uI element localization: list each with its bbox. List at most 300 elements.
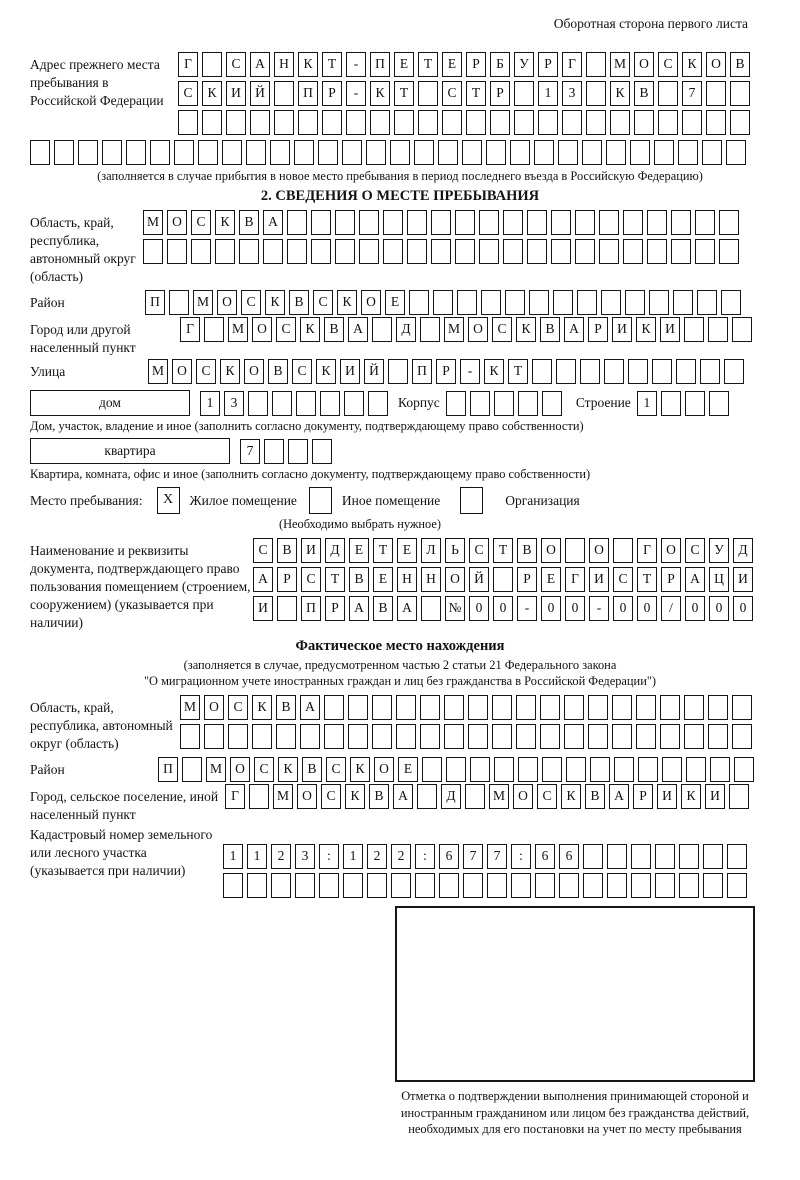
char-box: С bbox=[442, 81, 462, 106]
char-box bbox=[415, 873, 435, 898]
char-box: М bbox=[193, 290, 213, 315]
char-box bbox=[727, 844, 747, 869]
char-box bbox=[298, 110, 318, 135]
char-box: В bbox=[289, 290, 309, 315]
char-box bbox=[631, 873, 651, 898]
char-box bbox=[54, 140, 74, 165]
char-box: 1 bbox=[223, 844, 243, 869]
char-box: А bbox=[564, 317, 584, 342]
char-box bbox=[180, 724, 200, 749]
char-box bbox=[529, 290, 549, 315]
fact-oblast-label: Область, край, республика, автономный округ (область) bbox=[30, 700, 173, 751]
char-box bbox=[228, 724, 248, 749]
char-box bbox=[493, 567, 513, 592]
s2-ulitsa-row bbox=[30, 359, 770, 384]
char-box bbox=[556, 359, 576, 384]
confirmation-stamp-note: Отметка о подтверждении выполнения принимающей стороной и иностранным гражданином или лицом без гражданства действий, необходимых для его постановки на учет по месту пребывания bbox=[400, 1089, 750, 1136]
char-box: - bbox=[346, 81, 366, 106]
char-box bbox=[320, 391, 340, 416]
char-box bbox=[463, 873, 483, 898]
char-box: Н bbox=[421, 567, 441, 592]
char-box: О bbox=[167, 210, 187, 235]
char-box: Т bbox=[508, 359, 528, 384]
char-box bbox=[239, 239, 259, 264]
char-box bbox=[660, 695, 680, 720]
char-box bbox=[372, 724, 392, 749]
char-box bbox=[202, 52, 222, 77]
char-box: Р bbox=[466, 52, 486, 77]
char-box bbox=[407, 210, 427, 235]
char-box: / bbox=[661, 596, 681, 621]
char-box bbox=[727, 873, 747, 898]
char-box bbox=[676, 359, 696, 384]
char-box bbox=[383, 239, 403, 264]
char-box bbox=[638, 757, 658, 782]
char-box: А bbox=[253, 567, 273, 592]
prev-address-label: Адрес прежнего места пребывания в Российской Федерации bbox=[30, 57, 164, 108]
char-box bbox=[150, 140, 170, 165]
char-box: С bbox=[178, 81, 198, 106]
s2-oblast-box-rows bbox=[143, 210, 739, 264]
char-box: К bbox=[300, 317, 320, 342]
char-box bbox=[540, 695, 560, 720]
char-box bbox=[724, 359, 744, 384]
char-box: А bbox=[393, 784, 413, 809]
char-box: С bbox=[326, 757, 346, 782]
confirmation-stamp-box bbox=[395, 906, 755, 1082]
char-box bbox=[590, 757, 610, 782]
doc-label: Наименование и реквизиты документа, подтверждающего право пользования помещением (строением, сооружением) (указывается при наличии) bbox=[30, 543, 251, 630]
char-box: С bbox=[228, 695, 248, 720]
s2-dom-row bbox=[30, 390, 770, 416]
char-box: И bbox=[589, 567, 609, 592]
char-box: 0 bbox=[613, 596, 633, 621]
char-box: О bbox=[706, 52, 726, 77]
char-box bbox=[588, 695, 608, 720]
char-box bbox=[287, 210, 307, 235]
char-box: Е bbox=[394, 52, 414, 77]
option-inoe-label: Иное помещение bbox=[341, 492, 441, 508]
char-box: С bbox=[321, 784, 341, 809]
char-box bbox=[588, 724, 608, 749]
char-box bbox=[586, 52, 606, 77]
char-box: К bbox=[345, 784, 365, 809]
kvartira-number-boxes bbox=[240, 439, 332, 464]
char-box bbox=[366, 140, 386, 165]
char-box bbox=[143, 239, 163, 264]
char-box: : bbox=[415, 844, 435, 869]
char-box: Т bbox=[373, 538, 393, 563]
char-box: 1 bbox=[538, 81, 558, 106]
s2-oblast-line-2 bbox=[143, 239, 739, 264]
char-box bbox=[671, 239, 691, 264]
korpus-boxes bbox=[446, 391, 562, 416]
char-box: К bbox=[636, 317, 656, 342]
char-box bbox=[673, 290, 693, 315]
fact-raion-label: Район bbox=[30, 762, 65, 777]
char-box bbox=[272, 391, 292, 416]
fact-oblast-line-2 bbox=[180, 724, 752, 749]
char-box bbox=[204, 317, 224, 342]
char-box bbox=[457, 290, 477, 315]
char-box bbox=[442, 110, 462, 135]
char-box bbox=[204, 724, 224, 749]
char-box: В bbox=[369, 784, 389, 809]
char-box bbox=[296, 391, 316, 416]
char-box: Е bbox=[385, 290, 405, 315]
char-box bbox=[418, 81, 438, 106]
char-box bbox=[468, 724, 488, 749]
char-box: 7 bbox=[463, 844, 483, 869]
char-box bbox=[446, 391, 466, 416]
char-box: С bbox=[492, 317, 512, 342]
char-box: Р bbox=[322, 81, 342, 106]
char-box: К bbox=[278, 757, 298, 782]
char-box: С bbox=[196, 359, 216, 384]
char-box bbox=[678, 140, 698, 165]
char-box: К bbox=[215, 210, 235, 235]
char-box bbox=[295, 873, 315, 898]
char-box: С bbox=[301, 567, 321, 592]
char-box bbox=[343, 873, 363, 898]
char-box bbox=[264, 439, 284, 464]
char-box: - bbox=[589, 596, 609, 621]
char-box: Г bbox=[180, 317, 200, 342]
char-box bbox=[167, 239, 187, 264]
char-box bbox=[719, 239, 739, 264]
char-box: О bbox=[297, 784, 317, 809]
stay-choose-note: (Необходимо выбрать нужное) bbox=[278, 517, 442, 531]
char-box: И bbox=[705, 784, 725, 809]
char-box: Е bbox=[541, 567, 561, 592]
prev-address-box-rows bbox=[178, 52, 750, 135]
char-box: М bbox=[444, 317, 464, 342]
char-box bbox=[444, 724, 464, 749]
char-box bbox=[468, 695, 488, 720]
char-box bbox=[730, 81, 750, 106]
char-box: О bbox=[445, 567, 465, 592]
doc-row bbox=[30, 538, 770, 632]
char-box: 1 bbox=[200, 391, 220, 416]
char-box bbox=[455, 210, 475, 235]
char-box: О bbox=[252, 317, 272, 342]
char-box: С bbox=[613, 567, 633, 592]
char-box bbox=[312, 439, 332, 464]
char-box bbox=[344, 391, 364, 416]
s2-kvartira-row bbox=[30, 438, 770, 464]
char-box: П bbox=[158, 757, 178, 782]
char-box: А bbox=[250, 52, 270, 77]
char-box: 2 bbox=[271, 844, 291, 869]
char-box bbox=[703, 844, 723, 869]
s2-raion-label: Район bbox=[30, 295, 65, 310]
char-box bbox=[660, 724, 680, 749]
char-box bbox=[311, 239, 331, 264]
char-box bbox=[444, 695, 464, 720]
char-box: П bbox=[301, 596, 321, 621]
char-box bbox=[346, 110, 366, 135]
char-box bbox=[372, 695, 392, 720]
fact-oblast-row bbox=[30, 695, 770, 753]
char-box: А bbox=[609, 784, 629, 809]
char-box: Р bbox=[517, 567, 537, 592]
char-box bbox=[706, 110, 726, 135]
char-box bbox=[182, 757, 202, 782]
char-box: Н bbox=[397, 567, 417, 592]
char-box: С bbox=[191, 210, 211, 235]
stroenie-label: Строение bbox=[575, 395, 631, 410]
char-box: П bbox=[370, 52, 390, 77]
char-box: В bbox=[276, 695, 296, 720]
char-box bbox=[486, 140, 506, 165]
char-box bbox=[534, 140, 554, 165]
char-box bbox=[631, 844, 651, 869]
char-box bbox=[655, 844, 675, 869]
char-box bbox=[654, 140, 674, 165]
char-box: Й bbox=[250, 81, 270, 106]
char-box bbox=[487, 873, 507, 898]
fact-oblast-box-rows bbox=[180, 695, 752, 749]
section2-title: 2. СВЕДЕНИЯ О МЕСТЕ ПРЕБЫВАНИЯ bbox=[260, 188, 540, 204]
char-box bbox=[684, 695, 704, 720]
char-box: В bbox=[324, 317, 344, 342]
char-box: К bbox=[561, 784, 581, 809]
char-box: 6 bbox=[535, 844, 555, 869]
char-box bbox=[370, 110, 390, 135]
char-box: О bbox=[230, 757, 250, 782]
char-box bbox=[636, 724, 656, 749]
char-box bbox=[431, 210, 451, 235]
char-box: Е bbox=[398, 757, 418, 782]
char-box: 0 bbox=[541, 596, 561, 621]
char-box bbox=[222, 140, 242, 165]
char-box: Г bbox=[225, 784, 245, 809]
char-box bbox=[527, 239, 547, 264]
char-box: 7 bbox=[487, 844, 507, 869]
char-box bbox=[78, 140, 98, 165]
char-box bbox=[553, 290, 573, 315]
char-box bbox=[607, 873, 627, 898]
char-box bbox=[511, 873, 531, 898]
char-box bbox=[492, 695, 512, 720]
char-box: И bbox=[253, 596, 273, 621]
char-box bbox=[535, 873, 555, 898]
char-box bbox=[394, 110, 414, 135]
char-box: Г bbox=[178, 52, 198, 77]
char-box: М bbox=[148, 359, 168, 384]
char-box bbox=[628, 359, 648, 384]
char-box: О bbox=[361, 290, 381, 315]
char-box: В bbox=[268, 359, 288, 384]
char-box bbox=[582, 140, 602, 165]
char-box bbox=[709, 391, 729, 416]
char-box bbox=[359, 239, 379, 264]
char-box: Ц bbox=[709, 567, 729, 592]
fact-raion-row bbox=[30, 757, 770, 782]
char-box bbox=[294, 140, 314, 165]
char-box bbox=[503, 239, 523, 264]
char-box bbox=[318, 140, 338, 165]
char-box bbox=[652, 359, 672, 384]
char-box: : bbox=[319, 844, 339, 869]
char-box bbox=[215, 239, 235, 264]
doc-line-3 bbox=[253, 596, 753, 621]
char-box: 7 bbox=[682, 81, 702, 106]
char-box: О bbox=[244, 359, 264, 384]
fact-gorod-label: Город, сельское поселение, иной населенный пункт bbox=[30, 789, 219, 822]
char-box bbox=[494, 757, 514, 782]
char-box bbox=[319, 873, 339, 898]
char-box: В bbox=[585, 784, 605, 809]
s2-raion-row bbox=[30, 290, 770, 315]
char-box bbox=[703, 873, 723, 898]
char-box bbox=[679, 844, 699, 869]
stay-type-label: Место пребывания: bbox=[30, 492, 143, 508]
char-box bbox=[613, 538, 633, 563]
char-box: - bbox=[517, 596, 537, 621]
char-box bbox=[396, 724, 416, 749]
char-box: В bbox=[239, 210, 259, 235]
char-box bbox=[367, 873, 387, 898]
char-box: 1 bbox=[247, 844, 267, 869]
char-box bbox=[470, 391, 490, 416]
char-box bbox=[732, 695, 752, 720]
char-box: 3 bbox=[224, 391, 244, 416]
char-box bbox=[414, 140, 434, 165]
char-box: О bbox=[374, 757, 394, 782]
doc-line-2 bbox=[253, 567, 753, 592]
char-box bbox=[505, 290, 525, 315]
char-box: 6 bbox=[439, 844, 459, 869]
char-box: И bbox=[226, 81, 246, 106]
char-box: К bbox=[350, 757, 370, 782]
char-box: И bbox=[657, 784, 677, 809]
char-box: Т bbox=[466, 81, 486, 106]
char-box bbox=[263, 239, 283, 264]
char-box bbox=[685, 391, 705, 416]
char-box bbox=[470, 757, 490, 782]
char-box: В bbox=[349, 567, 369, 592]
char-box bbox=[126, 140, 146, 165]
option-zhiloe-label: Жилое помещение bbox=[189, 492, 297, 508]
char-box: Е bbox=[349, 538, 369, 563]
char-box bbox=[247, 873, 267, 898]
char-box: А bbox=[397, 596, 417, 621]
char-box bbox=[540, 724, 560, 749]
char-box: И bbox=[733, 567, 753, 592]
char-box bbox=[514, 110, 534, 135]
char-box bbox=[599, 239, 619, 264]
char-box: Р bbox=[436, 359, 456, 384]
char-box bbox=[335, 239, 355, 264]
char-box bbox=[647, 210, 667, 235]
kvartira-field-box: квартира bbox=[30, 438, 230, 464]
prev-address-block bbox=[30, 52, 770, 135]
char-box bbox=[682, 110, 702, 135]
char-box: И bbox=[612, 317, 632, 342]
prev-address-note: (заполняется в случае прибытия в новое место пребывания в период последнего въезда в Российскую Федерацию) bbox=[97, 169, 703, 183]
char-box bbox=[372, 317, 392, 342]
char-box bbox=[248, 391, 268, 416]
char-box bbox=[564, 695, 584, 720]
char-box: М bbox=[143, 210, 163, 235]
char-box bbox=[322, 110, 342, 135]
char-box: К bbox=[316, 359, 336, 384]
char-box: О bbox=[513, 784, 533, 809]
char-box: Д bbox=[441, 784, 461, 809]
char-box: Т bbox=[418, 52, 438, 77]
char-box bbox=[612, 724, 632, 749]
char-box bbox=[695, 239, 715, 264]
char-box bbox=[607, 844, 627, 869]
char-box: 0 bbox=[565, 596, 585, 621]
doc-box-rows bbox=[253, 538, 753, 621]
dom-note: Дом, участок, владение и иное (заполнить согласно документу, подтверждающему право собственности) bbox=[30, 419, 584, 433]
char-box: В bbox=[302, 757, 322, 782]
char-box: А bbox=[263, 210, 283, 235]
char-box bbox=[438, 140, 458, 165]
char-box: В bbox=[373, 596, 393, 621]
char-box: Г bbox=[562, 52, 582, 77]
s2-gorod-line bbox=[180, 317, 752, 342]
char-box: К bbox=[370, 81, 390, 106]
char-box: И bbox=[660, 317, 680, 342]
char-box bbox=[658, 110, 678, 135]
char-box bbox=[348, 724, 368, 749]
char-box: С bbox=[469, 538, 489, 563]
char-box bbox=[702, 140, 722, 165]
char-box bbox=[734, 757, 754, 782]
char-box bbox=[481, 290, 501, 315]
char-box bbox=[708, 695, 728, 720]
char-box: К bbox=[265, 290, 285, 315]
char-box: И bbox=[301, 538, 321, 563]
char-box: С bbox=[537, 784, 557, 809]
char-box: М bbox=[610, 52, 630, 77]
char-box: И bbox=[340, 359, 360, 384]
char-box: 3 bbox=[295, 844, 315, 869]
char-box bbox=[30, 140, 50, 165]
char-box bbox=[614, 757, 634, 782]
char-box: К bbox=[298, 52, 318, 77]
char-box bbox=[697, 290, 717, 315]
char-box bbox=[388, 359, 408, 384]
prev-address-line-2 bbox=[178, 81, 750, 106]
char-box: К bbox=[337, 290, 357, 315]
char-box bbox=[612, 695, 632, 720]
char-box bbox=[462, 140, 482, 165]
char-box: 0 bbox=[685, 596, 705, 621]
char-box: К bbox=[202, 81, 222, 106]
char-box: М bbox=[228, 317, 248, 342]
char-box bbox=[271, 873, 291, 898]
char-box bbox=[636, 695, 656, 720]
char-box: С bbox=[313, 290, 333, 315]
char-box bbox=[466, 110, 486, 135]
char-box: Й bbox=[469, 567, 489, 592]
checkbox-inoe-pomeshchenie bbox=[309, 487, 332, 514]
char-box bbox=[287, 239, 307, 264]
char-box: - bbox=[460, 359, 480, 384]
char-box: Р bbox=[633, 784, 653, 809]
char-box: С bbox=[254, 757, 274, 782]
char-box bbox=[559, 873, 579, 898]
char-box bbox=[695, 210, 715, 235]
char-box: А bbox=[685, 567, 705, 592]
char-box: 0 bbox=[733, 596, 753, 621]
char-box bbox=[359, 210, 379, 235]
char-box bbox=[601, 290, 621, 315]
